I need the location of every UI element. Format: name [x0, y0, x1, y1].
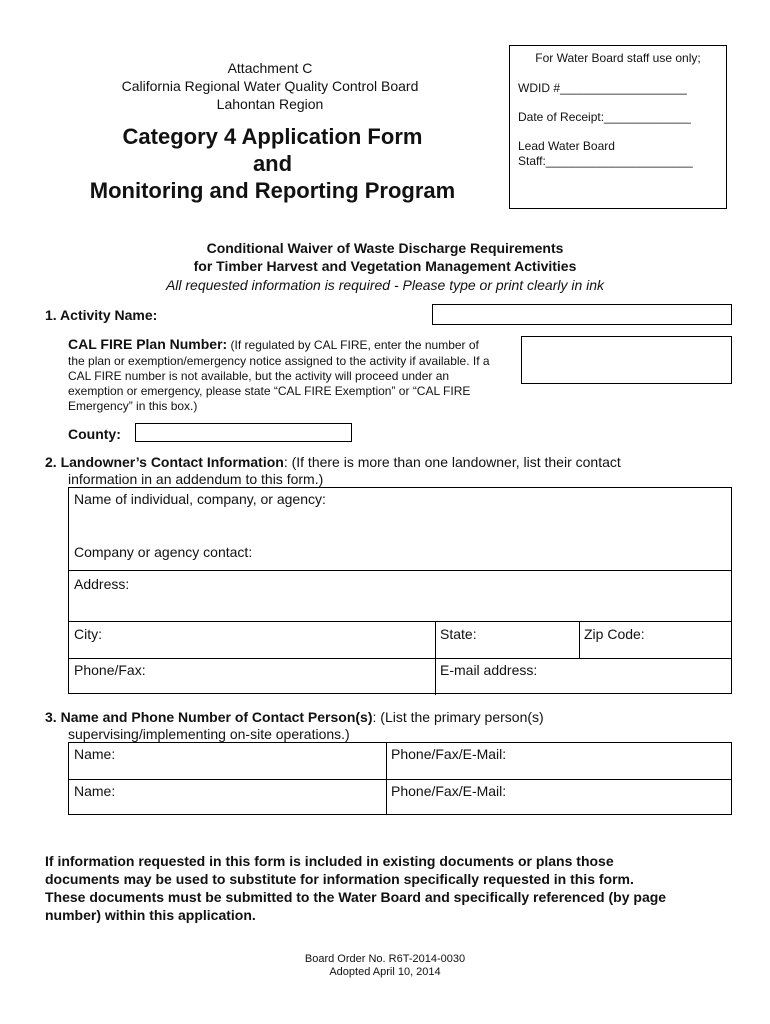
calfire-plan-number-label: CAL FIRE Plan Number: — [68, 336, 228, 352]
agency-name: California Regional Water Quality Control Board — [121, 78, 419, 94]
section2-title-rest: : (If there is more than one landowner, list their contact — [283, 454, 621, 470]
section2-heading — [45, 454, 621, 471]
note-line1: If information requested in this form is included in existing documents or plans those — [45, 853, 614, 869]
contact-name-1-field[interactable]: Name: — [74, 746, 116, 762]
phone-fax-field[interactable]: Phone/Fax: — [74, 662, 146, 678]
lead-staff-label: Lead Water Board — [518, 139, 615, 153]
activity-name-label: 1. Activity Name: — [45, 307, 158, 323]
form-title-line2: and — [252, 151, 293, 176]
staff-use-box — [509, 45, 727, 209]
section2-number: 2. — [45, 454, 61, 470]
calfire-help-4: exemption or emergency, please state “CAL FIRE Exemption” or “CAL FIRE — [68, 384, 471, 398]
instructions-line: All requested information is required - Please type or print clearly in ink — [165, 277, 605, 293]
contact-name-2-field[interactable]: Name: — [74, 783, 116, 799]
address-field[interactable]: Address: — [74, 576, 130, 592]
calfire-label-line — [68, 336, 479, 353]
calfire-help-3: CAL FIRE number is not available, but the activity will proceed under an — [68, 369, 450, 383]
section2-heading-line2: information in an addendum to this form.) — [68, 471, 324, 487]
adopted-date: Adopted April 10, 2014 — [329, 966, 441, 978]
subtitle-line1: Conditional Waiver of Waste Discharge Requirements — [206, 240, 564, 256]
calfire-help-2: the plan or exemption/emergency notice assigned to the activity if available. If a — [68, 354, 490, 368]
contact-person-table — [68, 742, 732, 815]
calfire-help-1: (If regulated by CAL FIRE, enter the number of — [227, 338, 479, 352]
section3-title: Name and Phone Number of Contact Person(s) — [60, 709, 373, 725]
county-input[interactable] — [135, 423, 352, 442]
form-title-line1: Category 4 Application Form — [122, 124, 423, 149]
city-field[interactable]: City: — [74, 626, 102, 642]
note-line4: number) within this application. — [45, 907, 256, 923]
company-contact-field[interactable]: Company or agency contact: — [74, 544, 253, 560]
section2-title: Landowner’s Contact Information — [60, 454, 284, 470]
calfire-plan-number-input[interactable] — [521, 336, 732, 384]
section3-number: 3. — [45, 709, 61, 725]
subtitle-line2: for Timber Harvest and Vegetation Management Activities — [193, 258, 577, 274]
state-field[interactable]: State: — [440, 626, 477, 642]
landowner-name-field[interactable]: Name of individual, company, or agency: — [74, 491, 326, 507]
calfire-help-5: Emergency” in this box.) — [68, 399, 198, 413]
section3-heading-line2: supervising/implementing on-site operations.) — [68, 726, 350, 742]
section3-heading — [45, 709, 544, 726]
region-name: Lahontan Region — [216, 96, 324, 112]
wdid-field: WDID #___________________ — [518, 81, 687, 95]
activity-name-input[interactable] — [432, 304, 732, 325]
lead-staff-field: Staff:______________________ — [518, 154, 693, 168]
note-line2: documents may be used to substitute for information specifically requested in this form. — [45, 871, 634, 887]
board-order-number: Board Order No. R6T-2014-0030 — [304, 953, 466, 965]
contact-phone-1-field[interactable]: Phone/Fax/E-Mail: — [391, 746, 507, 762]
form-title-line3: Monitoring and Reporting Program — [89, 178, 456, 203]
date-of-receipt-field: Date of Receipt:_____________ — [518, 110, 691, 124]
section3-title-rest: : (List the primary person(s) — [372, 709, 544, 725]
county-label: County: — [68, 426, 121, 442]
contact-phone-2-field[interactable]: Phone/Fax/E-Mail: — [391, 783, 507, 799]
note-line3: These documents must be submitted to the Water Board and specifically referenced (by page — [45, 889, 667, 905]
zip-code-field[interactable]: Zip Code: — [584, 626, 645, 642]
email-field[interactable]: E-mail address: — [440, 662, 538, 678]
landowner-contact-table — [68, 487, 732, 694]
staff-box-heading: For Water Board staff use only; — [535, 51, 701, 65]
attachment-label: Attachment C — [227, 60, 313, 76]
